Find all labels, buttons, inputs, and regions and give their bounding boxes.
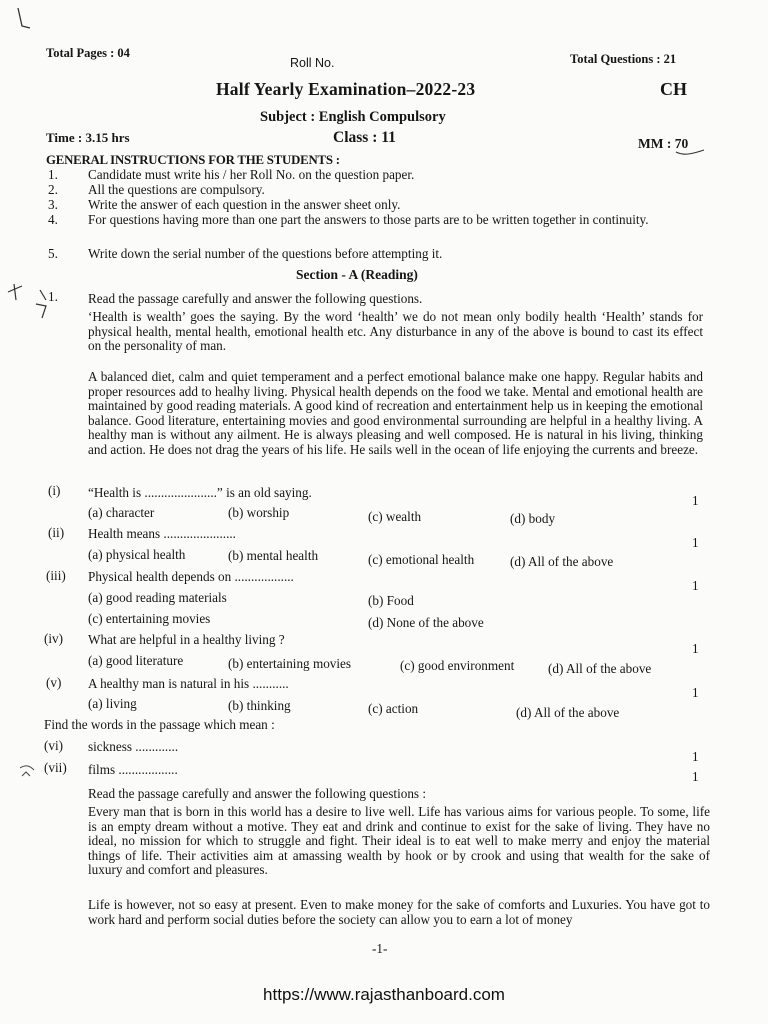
subject: Subject : English Compulsory	[260, 109, 446, 125]
option: (a) good literature	[88, 653, 184, 668]
instruction-text: Candidate must write his / her Roll No. on the question paper.	[88, 167, 415, 182]
option: (d) All of the above	[510, 554, 614, 569]
question-number: (vii)	[44, 760, 67, 775]
exam-title: Half Yearly Examination–2022-23	[216, 79, 476, 99]
question-marks: 1	[692, 535, 699, 550]
max-marks: MM : 70	[638, 136, 689, 151]
passage-paragraph: Life is however, not so easy at present. Even to make money for the sake of comforts and Luxuries. You have got to work hard and perform social duties before the society can allow you to earn a lot of money	[88, 897, 710, 927]
total-questions: Total Questions : 21	[570, 52, 677, 66]
question-marks: 1	[692, 493, 699, 508]
question-text: films ..................	[88, 762, 178, 777]
option: (d) All of the above	[516, 705, 620, 720]
passage-paragraph: Every man that is born in this world has a desire to live well. Life has various aims for various people. To some, life is an empty dream without a motive. They eat and drink and continue to exist for the sake of living. They have no ideal, no mission for which to struggle and fight. Their ideal is to eat well to make merry and enjoy the material things of life. Their activities aim at amassing wealth by hook or by crook and using that wealth for the sake of luxury and comfort and pleasures.	[88, 804, 710, 877]
instructions-heading: GENERAL INSTRUCTIONS FOR THE STUDENTS :	[46, 153, 340, 167]
question-text: Health means ......................	[88, 526, 236, 541]
instruction-number: 3.	[48, 197, 58, 212]
question-marks: 1	[692, 641, 699, 656]
option: (a) physical health	[88, 547, 186, 562]
option: (c) good environment	[400, 658, 515, 673]
option: (b) mental health	[228, 548, 319, 563]
section-a-title: Section - A (Reading)	[296, 267, 418, 282]
pen-stroke	[676, 150, 704, 154]
option: (c) entertaining movies	[88, 611, 211, 626]
pen-stroke	[20, 766, 34, 776]
option: (b) thinking	[228, 698, 291, 713]
option: (b) entertaining movies	[228, 656, 352, 671]
instruction-text: All the questions are compulsory.	[88, 182, 265, 197]
question-text: sickness .............	[88, 739, 179, 754]
pen-stroke	[36, 290, 46, 318]
paper-code: CH	[660, 79, 687, 99]
question-marks: 1	[692, 749, 699, 764]
total-pages: Total Pages : 04	[46, 46, 130, 60]
find-words-instruction: Find the words in the passage which mean :	[44, 717, 275, 732]
question-number: (iii)	[46, 568, 66, 583]
option: (c) action	[368, 701, 419, 716]
pen-stroke	[8, 284, 22, 300]
roll-no-label: Roll No.	[290, 56, 335, 70]
footer-url: https://www.rajasthanboard.com	[263, 985, 505, 1004]
option: (c) emotional health	[368, 552, 475, 567]
pen-stroke	[18, 8, 30, 28]
instruction-text: Write down the serial number of the questions before attempting it.	[88, 246, 443, 261]
option: (a) living	[88, 696, 137, 711]
instruction-number: 2.	[48, 182, 58, 197]
passage-paragraph: ‘Health is wealth’ goes the saying. By the word ‘health’ we do not mean only bodily health ‘Health’ stands for physical health, mental health, emotional health etc. Any disturbance in any of the above is bound to cast its effect on the personality of man.	[88, 309, 703, 353]
page-number: -1-	[372, 941, 388, 956]
question-number: (i)	[48, 483, 61, 498]
question-number: (vi)	[44, 738, 64, 753]
question-marks: 1	[692, 769, 699, 784]
question-number: (ii)	[48, 525, 65, 540]
option: (d) None of the above	[368, 615, 484, 630]
question-text: What are helpful in a healthy living ?	[88, 632, 285, 647]
question-number: (iv)	[44, 631, 64, 646]
instruction-text: Write the answer of each question in the answer sheet only.	[88, 197, 401, 212]
option: (b) Food	[368, 593, 414, 608]
q2-instruction: Read the passage carefully and answer the following questions :	[88, 786, 427, 801]
instruction-number: 5.	[48, 246, 58, 261]
question-text: A healthy man is natural in his ...........	[88, 676, 289, 691]
question-number: 1.	[48, 289, 58, 304]
question-text: “Health is ......................” is an old saying.	[88, 485, 312, 500]
question-number: (v)	[46, 675, 62, 690]
option: (c) wealth	[368, 509, 422, 524]
instruction-text: For questions having more than one part the answers to those parts are to be written together in continuity.	[88, 212, 649, 227]
option: (a) character	[88, 505, 155, 520]
question-text: Physical health depends on ..................	[88, 569, 294, 584]
option: (d) body	[510, 511, 556, 526]
question-marks: 1	[692, 578, 699, 593]
class: Class : 11	[333, 129, 396, 146]
instruction-number: 1.	[48, 167, 58, 182]
instruction-number: 4.	[48, 212, 58, 227]
time: Time : 3.15 hrs	[46, 130, 130, 145]
option: (d) All of the above	[548, 661, 652, 676]
option: (b) worship	[228, 505, 290, 520]
question-marks: 1	[692, 685, 699, 700]
option: (a) good reading materials	[88, 590, 227, 605]
q1-instruction: Read the passage carefully and answer the following questions.	[88, 291, 423, 306]
passage-paragraph: A balanced diet, calm and quiet temperament and a perfect emotional balance make one happy. Regular habits and proper resources add to healhy living. Physical health depends on the food we take. Mental and emotional health are maintained by good reading materials. A good kind of recreation and entertainment help us in keeping the emotional balance. Good literature, entertaining movies and good environmental surrounding are helpful in a healthy living. A healthy man is without any ailment. He is always pleasing and well composed. He is natural in his living, thinking and action. He does not drag the years of his life. He sails well in the ocean of life enjoying the currents and breeze.	[88, 369, 703, 457]
